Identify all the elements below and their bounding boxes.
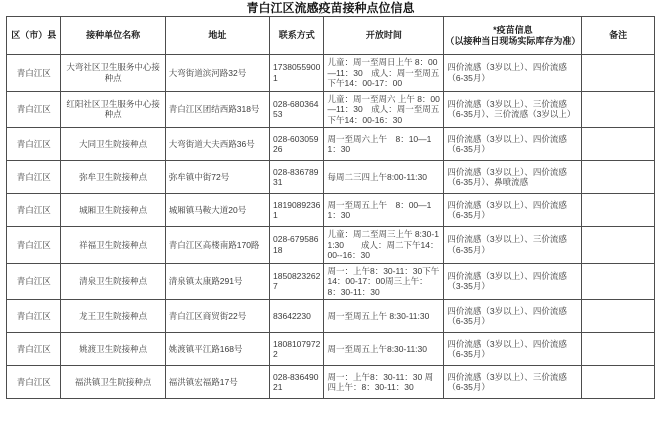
cell-hours: 儿童：周一至周日上午 8：00—11：30 成人：周一至周五下午14：00-17：00 xyxy=(324,55,444,92)
vaccine-header-line2: （以接种当日现场实际库存为准） xyxy=(445,35,581,46)
cell-address: 大弯街道滨河路32号 xyxy=(165,55,269,92)
table-row xyxy=(7,333,655,366)
table-row xyxy=(7,91,655,128)
column-header-phone: 联系方式 xyxy=(270,17,324,55)
cell-district: 青白江区 xyxy=(7,366,61,399)
cell-hours: 儿童：周二至周三上午 8:30-11:30 成人：周二下午14：00--16：30 xyxy=(324,227,444,264)
cell-unit-name: 弥牟卫生院接种点 xyxy=(61,161,165,194)
cell-note xyxy=(582,263,655,300)
cell-hours: 周一至周六上午 8：10—11：30 xyxy=(324,128,444,161)
cell-hours: 每周二三四上午8:00-11:30 xyxy=(324,161,444,194)
cell-address: 青白江区高楼南路170路 xyxy=(165,227,269,264)
column-header-note: 备注 xyxy=(582,17,655,55)
cell-phone: 028-60305926 xyxy=(270,128,324,161)
cell-district: 青白江区 xyxy=(7,263,61,300)
cell-unit-name: 大同卫生院接种点 xyxy=(61,128,165,161)
cell-unit-name: 清泉卫生院接种点 xyxy=(61,263,165,300)
cell-phone: 83642230 xyxy=(270,300,324,333)
page-title: 青白江区流感疫苗接种点位信息 xyxy=(246,1,415,15)
cell-phone: 18081079722 xyxy=(270,333,324,366)
table-row xyxy=(7,161,655,194)
vaccine-header-line1: *疫苗信息 xyxy=(493,25,533,35)
cell-vaccines: 四价流感（3岁以上）、四价流感（3-35月） xyxy=(444,263,582,300)
cell-unit-name: 姚渡卫生院接种点 xyxy=(61,333,165,366)
cell-address: 城厢镇马鞍大道20号 xyxy=(165,194,269,227)
cell-address: 清泉镇太康路291号 xyxy=(165,263,269,300)
cell-phone: 028-67958618 xyxy=(270,227,324,264)
cell-address: 大弯街道大夫西路36号 xyxy=(165,128,269,161)
cell-district: 青白江区 xyxy=(7,128,61,161)
cell-unit-name: 大弯社区卫生服务中心接种点 xyxy=(61,55,165,92)
cell-unit-name: 龙王卫生院接种点 xyxy=(61,300,165,333)
cell-vaccines: 四价流感（3岁以上）、四价流感（6-35月） xyxy=(444,333,582,366)
cell-phone: 028-83678931 xyxy=(270,161,324,194)
cell-hours: 周一至周五上午 8:30-11:30 xyxy=(324,300,444,333)
cell-phone: 028-83649021 xyxy=(270,366,324,399)
table-row xyxy=(7,227,655,264)
cell-vaccines: 四价流感（3岁以上）、三价流感（6-35月）、三价流感（3岁以上） xyxy=(444,91,582,128)
table-row xyxy=(7,128,655,161)
cell-address: 青白江区商贸街22号 xyxy=(165,300,269,333)
header-row xyxy=(7,17,655,55)
table-row xyxy=(7,55,655,92)
column-header-vaccine-info xyxy=(444,17,582,55)
cell-district: 青白江区 xyxy=(7,300,61,333)
cell-district: 青白江区 xyxy=(7,161,61,194)
cell-note xyxy=(582,300,655,333)
cell-note xyxy=(582,91,655,128)
vaccination-points-table xyxy=(6,16,655,399)
cell-note xyxy=(582,194,655,227)
cell-note xyxy=(582,55,655,92)
column-header-address: 地址 xyxy=(165,17,269,55)
cell-hours: 周一至周五上午8:30-11:30 xyxy=(324,333,444,366)
table-row xyxy=(7,366,655,399)
column-header-hours: 开放时间 xyxy=(324,17,444,55)
cell-hours: 儿童：周一至周六 上午 8：00—11：30 成人：周一至周五下午14：00-16：30 xyxy=(324,91,444,128)
cell-note xyxy=(582,333,655,366)
cell-vaccines: 四价流感（3岁以上）、四价流感（6-35月）、鼻喷流感 xyxy=(444,161,582,194)
column-header-district: 区（市）县 xyxy=(7,17,61,55)
cell-district: 青白江区 xyxy=(7,91,61,128)
cell-unit-name: 红阳社区卫生服务中心接种点 xyxy=(61,91,165,128)
cell-vaccines: 四价流感（3岁以上）、四价流感（6-35月） xyxy=(444,128,582,161)
cell-district: 青白江区 xyxy=(7,194,61,227)
cell-unit-name: 祥福卫生院接种点 xyxy=(61,227,165,264)
cell-address: 福洪镇宏福路17号 xyxy=(165,366,269,399)
table-body xyxy=(7,55,655,399)
cell-address: 弥牟镇中街72号 xyxy=(165,161,269,194)
cell-note xyxy=(582,161,655,194)
cell-phone: 18190892361 xyxy=(270,194,324,227)
cell-phone: 17380559001 xyxy=(270,55,324,92)
cell-address: 姚渡镇平江路168号 xyxy=(165,333,269,366)
cell-note xyxy=(582,227,655,264)
cell-address: 青白江区团结西路318号 xyxy=(165,91,269,128)
cell-note xyxy=(582,128,655,161)
cell-vaccines: 四价流感（3岁以上）、三价流感（6-35月） xyxy=(444,366,582,399)
table-row xyxy=(7,263,655,300)
table-row xyxy=(7,194,655,227)
column-header-unit-name: 接种单位名称 xyxy=(61,17,165,55)
cell-hours: 周一：上午8：30-11：30 周四上午：8：30-11：30 xyxy=(324,366,444,399)
cell-hours: 周一至周五上午 8：00—11：30 xyxy=(324,194,444,227)
cell-district: 青白江区 xyxy=(7,227,61,264)
cell-vaccines: 四价流感（3岁以上）、三价流感（6-35月） xyxy=(444,227,582,264)
cell-unit-name: 福洪镇卫生院接种点 xyxy=(61,366,165,399)
cell-hours: 周一：上午8：30-11：30下午14：00-17：00周三上午：8：30-11：30 xyxy=(324,263,444,300)
cell-unit-name: 城厢卫生院接种点 xyxy=(61,194,165,227)
cell-district: 青白江区 xyxy=(7,333,61,366)
cell-phone: 028-68036453 xyxy=(270,91,324,128)
cell-phone: 18508232627 xyxy=(270,263,324,300)
table-header xyxy=(7,17,655,55)
cell-vaccines: 四价流感（3岁以上）、四价流感（6-35月） xyxy=(444,55,582,92)
cell-note xyxy=(582,366,655,399)
cell-district: 青白江区 xyxy=(7,55,61,92)
cell-vaccines: 四价流感（3岁以上）、四价流感（6-35月） xyxy=(444,194,582,227)
table-row xyxy=(7,300,655,333)
cell-vaccines: 四价流感（3岁以上）、四价流感（6-35月） xyxy=(444,300,582,333)
